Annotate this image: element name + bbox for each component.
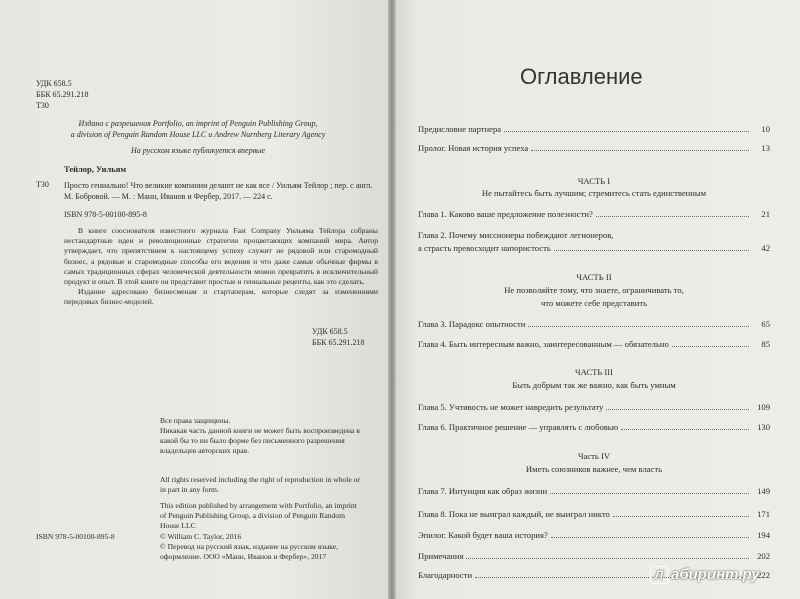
toc-page: 149 [757, 486, 770, 496]
watermark-text: абиринт.ру [671, 566, 760, 583]
leader-dots [606, 409, 749, 410]
toc-entry-prologue[interactable] [418, 141, 770, 153]
annotation [64, 226, 378, 308]
author-code: Т30 [36, 101, 49, 110]
part-subtitle: Не пытайтесь быть лучшим; стремитесь стать единственным [481, 188, 707, 198]
leader-dots [613, 516, 749, 517]
rights-line: All rights reserved including the right of reproduction in whole or in part in any form. [160, 475, 360, 494]
labirint-watermark [650, 566, 760, 584]
udk-block-right [312, 326, 365, 348]
toc-label: Глава 5. Учтивость не может навредить результату [418, 402, 604, 412]
copyright [160, 532, 380, 562]
leader-dots [554, 250, 749, 251]
rights-line: Никакая часть данной книги не может быть воспроизведена в какой бы то ни было форме без письменного разрешения владельцев авторских прав. [160, 426, 360, 455]
toc-page: 42 [761, 243, 770, 253]
toc-label: Благодарности [418, 570, 473, 580]
bibliographic-record: Просто гениально! Что великие компании делают не как все / Уильям Тейлор ; пер. с англ. М. Бобровой. — М. : Манн, Иванов и Фербер, 2017. — 224 с. [64, 181, 373, 201]
rights-line: This edition published by arrangement with Portfolio, an imprint of Penguin Publishing Group, a division of Penguin Random House LLC [160, 501, 357, 530]
toc-page: 130 [757, 422, 770, 432]
toc-page: 21 [761, 209, 770, 219]
toc-label: Глава 8. Пока не выиграл каждый, не выиграл никто [418, 509, 610, 519]
rights-en [160, 475, 360, 531]
part-subtitle: Быть добрым так же важно, как быть умным [512, 380, 676, 390]
toc-entry-preface[interactable] [418, 122, 770, 134]
toc-label: Предисловие партнера [418, 124, 502, 134]
rights-ru [160, 416, 360, 456]
isbn-bottom: ISBN 978-5-00100-895-8 [36, 532, 115, 541]
toc-label: Глава 6. Практичное решение — управлять с любовью [418, 422, 619, 432]
leader-dots [550, 493, 749, 494]
annotation-paragraph: В книге сооснователя известного журнала Fast Company Уильяма Тейлора собраны нестандартные идеи и революционные стратегии процветающих компаний мира. Автор утверждает, что препятствием к настоящему успеху служит не рядовой или старомодный бизнес, а рядовые и старомодные способы его ведения и что даже самые обычные фирмы в самых традиционных сферах человеческой деятельности можно превратить в исключительный продукт и опыт. В этой книге он представит простые и гениальные рецепты, как это сделать. [64, 226, 378, 287]
rights-line: Все права защищены. [160, 416, 231, 425]
copyright-line: © William C. Taylor, 2016 [160, 532, 242, 541]
toc-label: Примечания [418, 551, 464, 561]
part-subtitle: Не позволяйте тому, что знаете, ограничивать то, [504, 285, 684, 295]
leader-dots [504, 131, 749, 132]
toc-entry-chapter-4[interactable] [418, 337, 770, 349]
book-gutter [388, 0, 396, 599]
isbn: ISBN 978-5-00100-895-8 [64, 210, 147, 219]
leader-dots [551, 537, 749, 538]
toc-label: Пролог. Новая история успеха [418, 143, 529, 153]
toc-entry-chapter-3[interactable] [418, 317, 770, 329]
toc-page: 85 [761, 339, 770, 349]
toc-label: Глава 4. Быть интересным важно, заинтересованным — обязательно [418, 339, 669, 349]
leader-dots [528, 326, 749, 327]
copyright-line: оформление. ООО «Манн, Иванов и Фербер», 2017 [160, 552, 327, 561]
part-title: Часть IV [577, 451, 611, 461]
toc-entry-notes[interactable] [418, 549, 770, 561]
leader-dots [672, 346, 749, 347]
part-subtitle: что можете себе представить [540, 298, 648, 308]
toc-entry-chapter-7[interactable] [418, 484, 770, 496]
toc-page: 194 [757, 530, 770, 540]
author-code-2: Т30 [36, 180, 49, 189]
toc-label: Эпилог. Какой будет ваша история? [418, 530, 548, 540]
watermark-badge: Л [650, 566, 668, 584]
toc-page: 13 [761, 143, 770, 153]
toc-page: 202 [757, 551, 770, 561]
leader-dots [531, 150, 749, 151]
author-name: Тейлор, Уильям [64, 164, 127, 174]
toc-label: Глава 1. Каково ваше предложение полезности? [418, 209, 593, 219]
toc-entry-chapter-1[interactable] [418, 207, 770, 219]
toc-title: Оглавление [520, 64, 643, 89]
toc-page: 222 [757, 570, 770, 580]
publisher-credit [38, 118, 358, 140]
bbk-code: ББК 65.291.218 [36, 90, 89, 99]
leader-dots [621, 429, 749, 430]
toc-label: Глава 7. Интуиция как образ жизни [418, 486, 548, 496]
toc-page: 10 [761, 124, 770, 134]
part-title: ЧАСТЬ III [574, 367, 613, 377]
toc-entry-chapter-2[interactable] [418, 241, 770, 253]
udk-code: УДК 658.5 [36, 79, 72, 88]
toc-page: 171 [757, 509, 770, 519]
part-title: ЧАСТЬ I [577, 176, 611, 186]
credit-line: Издано с разрешения Portfolio, an imprint of Penguin Publishing Group, [78, 119, 318, 128]
annotation-paragraph: Издание адресовано бизнесменам и стартаперам, которые следят за изменениями передовых бизнес-моделей. [64, 287, 378, 307]
toc-page: 109 [757, 402, 770, 412]
toc-label-line[interactable]: Глава 2. Почему миссионеры побеждают легионеров, [418, 230, 614, 240]
first-time-note: На русском языке публикуется впервые [130, 146, 266, 155]
leader-dots [466, 558, 749, 559]
udk-block [36, 78, 89, 111]
toc-entry-epilogue[interactable] [418, 528, 770, 540]
bbk-code: ББК 65.291.218 [312, 338, 365, 347]
udk-code: УДК 658.5 [312, 327, 348, 336]
toc-label: Глава 3. Парадокс опытности [418, 319, 526, 329]
part-subtitle: Иметь союзников важнее, чем власть [525, 464, 663, 474]
toc-label: а страсть превосходит напористость [418, 243, 551, 253]
toc-entry-chapter-8[interactable] [418, 507, 770, 519]
toc-page: 65 [761, 319, 770, 329]
toc-entry-chapter-5[interactable] [418, 400, 770, 412]
copyright-line: © Перевод на русский язык, издание на русском языке, [160, 542, 339, 551]
leader-dots [596, 216, 749, 217]
toc-entry-chapter-6[interactable] [418, 420, 770, 432]
credit-line: a division of Penguin Random House LLC и Andrew Nurnberg Literary Agency [70, 130, 326, 139]
part-title: ЧАСТЬ II [576, 272, 612, 282]
